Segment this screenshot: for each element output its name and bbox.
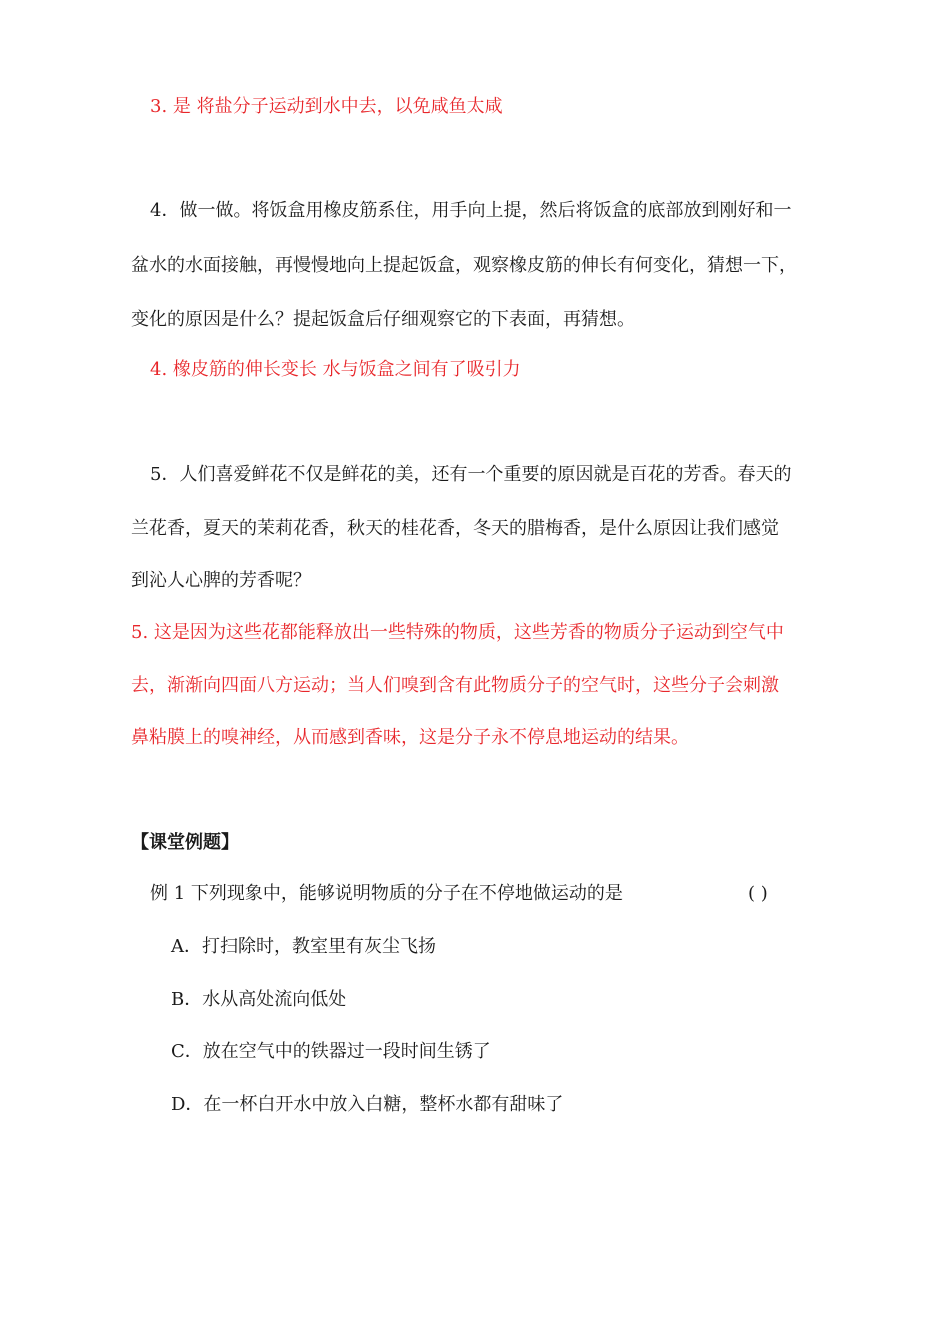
answer-4: 4. 橡皮筋的伸长变长 水与饭盒之间有了吸引力 xyxy=(150,359,521,380)
answer-5-line-2: 去，渐渐向四面八方运动；当人们嗅到含有此物质分子的空气时，这些分子会刺激 xyxy=(131,675,779,696)
question-5-line-2: 兰花香，夏天的茉莉花香，秋天的桂花香，冬天的腊梅香，是什么原因让我们感觉 xyxy=(131,518,779,539)
question-4-line-1: 4．做一做。将饭盒用橡皮筋系住，用手向上提，然后将饭盒的底部放到刚好和一 xyxy=(150,200,792,221)
question-4-line-2: 盆水的水面接触，再慢慢地向上提起饭盒，观察橡皮筋的伸长有何变化，猜想一下， xyxy=(131,255,797,276)
answer-5-line-1: 5. 这是因为这些花都能释放出一些特殊的物质，这些芳香的物质分子运动到空气中 xyxy=(131,622,784,643)
option-a: A．打扫除时，教室里有灰尘飞扬 xyxy=(171,936,436,957)
question-5-line-1: 5．人们喜爱鲜花不仅是鲜花的美，还有一个重要的原因就是百花的芳香。春天的 xyxy=(150,464,792,485)
answer-5-line-3: 鼻粘膜上的嗅神经，从而感到香味，这是分子永不停息地运动的结果。 xyxy=(131,727,689,748)
answer-3: 3. 是 将盐分子运动到水中去，以免咸鱼太咸 xyxy=(150,96,503,117)
question-4-line-3: 变化的原因是什么？提起饭盒后仔细观察它的下表面，再猜想。 xyxy=(131,309,635,330)
question-5-line-3: 到沁人心脾的芳香呢？ xyxy=(131,570,311,591)
section-heading: 【课堂例题】 xyxy=(131,832,239,853)
example-1-stem: 例 1 下列现象中，能够说明物质的分子在不停地做运动的是 xyxy=(150,883,623,904)
option-b: B．水从高处流向低处 xyxy=(171,989,347,1010)
option-c: C．放在空气中的铁器过一段时间生锈了 xyxy=(171,1041,491,1062)
option-d: D．在一杯白开水中放入白糖，整杯水都有甜味了 xyxy=(171,1094,564,1115)
answer-blank-parens: ( ) xyxy=(748,883,768,904)
